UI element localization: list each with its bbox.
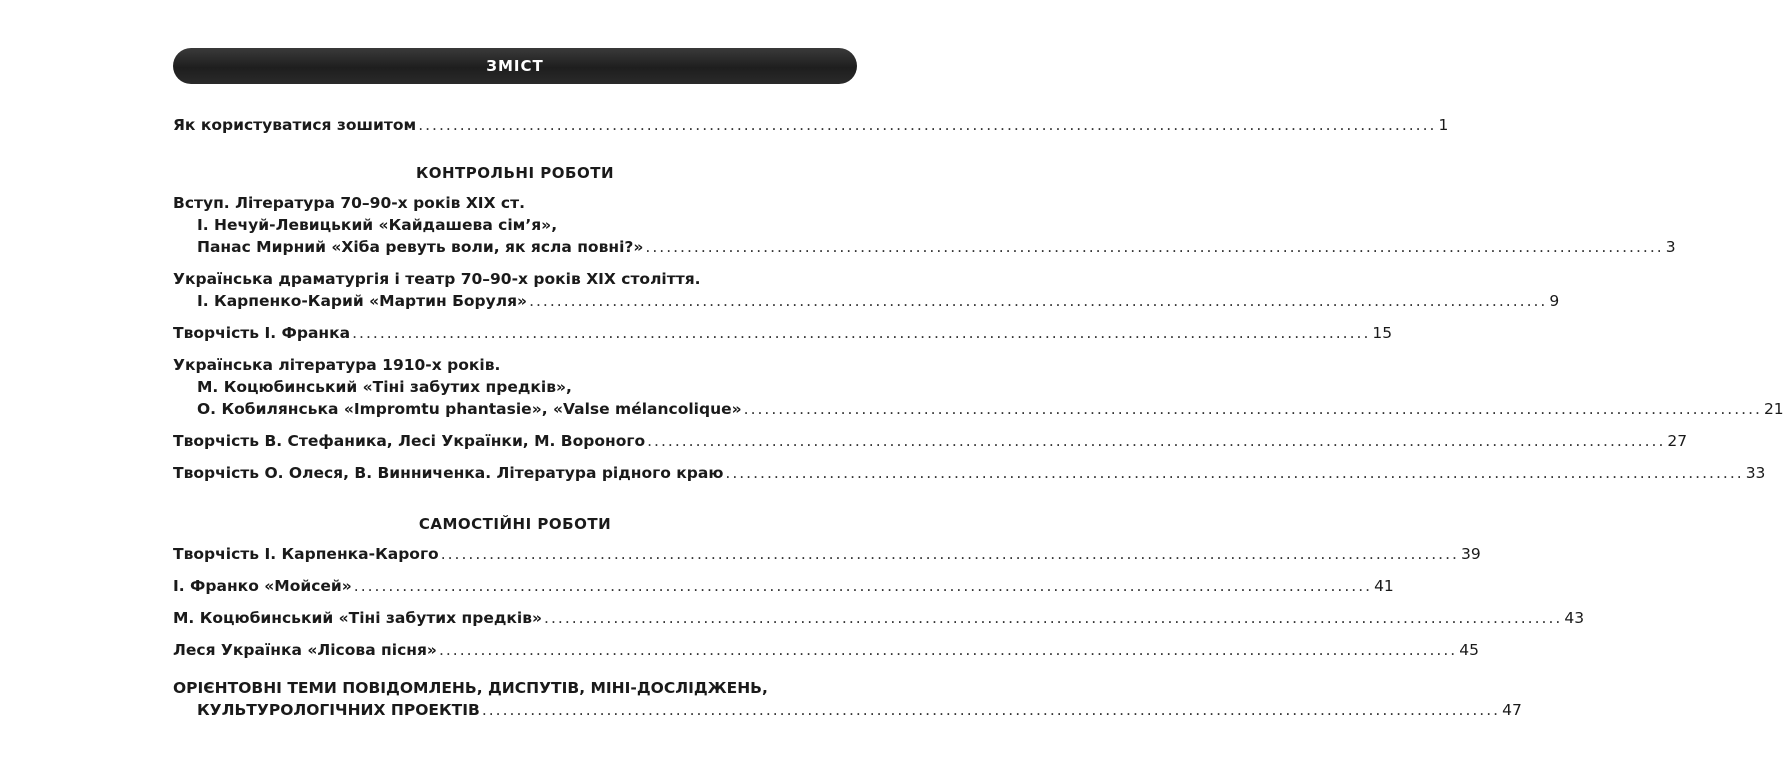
toc-page-number: 33 [1745, 464, 1766, 482]
toc-page-number: 1 [1438, 116, 1449, 134]
toc-entry-title: КУЛЬТУРОЛОГІЧНИХ ПРОЕКТІВ [197, 701, 480, 719]
toc-page-number: 45 [1459, 641, 1479, 659]
dot-leader: ................................................................................................................................................... [544, 609, 1563, 627]
toc-entry-title: Леся Українка «Лісова пісня» [173, 641, 437, 659]
toc-page-number: 47 [1502, 701, 1522, 719]
toc-entry-line: Вступ. Література 70–90-х років XIX ст. [173, 194, 525, 212]
toc-entry[interactable] [173, 543, 1481, 565]
toc-page-number: 21 [1763, 400, 1784, 418]
table-of-contents-page [173, 48, 1784, 721]
toc-entry-title: І. Франко «Мойсей» [173, 577, 352, 595]
toc-page-number: 15 [1372, 324, 1393, 342]
toc-entry-title: Творчість І. Карпенка-Карого [173, 545, 439, 563]
dot-leader: ................................................................................................................................................... [645, 238, 1664, 256]
toc-entry-line: Українська література 1910-х років. [173, 356, 501, 374]
toc-page-number: 27 [1667, 432, 1688, 450]
toc-entry-line: ОРІЄНТОВНІ ТЕМИ ПОВІДОМЛЕНЬ, ДИСПУТІВ, МІНІ-ДОСЛІДЖЕНЬ, [173, 679, 768, 697]
dot-leader: ................................................................................................................................................... [438, 641, 1458, 659]
dot-leader: ................................................................................................................................................... [647, 432, 1666, 450]
toc-entry-line: М. Коцюбинський «Тіні забутих предків», [197, 378, 572, 396]
contents-title: ЗМІСТ [486, 57, 544, 75]
toc-page-number: 43 [1564, 609, 1585, 627]
toc-entry[interactable] [173, 322, 1393, 344]
toc-entry-title: Творчість О. Олеся, В. Винниченка. Література рідного краю [173, 464, 724, 482]
toc-page-number: 3 [1665, 238, 1676, 256]
toc-entry-title: І. Карпенко-Карий «Мартин Боруля» [197, 292, 528, 310]
toc-entry[interactable] [173, 354, 1784, 420]
toc-entry[interactable] [173, 639, 1479, 661]
toc-entry-title: О. Кобилянська «Impromtu phantasie», «Valse mélancolique» [197, 400, 742, 418]
toc-entry[interactable] [173, 607, 1585, 629]
toc-entry[interactable] [173, 575, 1394, 597]
toc-entry-title: Творчість І. Франка [173, 324, 351, 342]
section-heading-independent-works: САМОСТІЙНІ РОБОТИ [418, 515, 612, 533]
toc-entry[interactable] [173, 462, 1766, 484]
toc-page-number: 9 [1549, 292, 1560, 310]
toc-page-number: 39 [1460, 545, 1481, 563]
toc-list [173, 114, 1784, 721]
dot-leader: ................................................................................................................................................... [418, 116, 1437, 134]
contents-banner [173, 48, 857, 84]
toc-entry-title: М. Коцюбинський «Тіні забутих предків» [173, 609, 543, 627]
toc-entry-line: Українська драматургія і театр 70–90-х років XIX століття. [173, 270, 701, 288]
dot-leader: ................................................................................................................................................... [725, 464, 1744, 482]
dot-leader: ................................................................................................................................................... [440, 545, 1459, 563]
toc-entry-title: Творчість В. Стефаника, Лесі Українки, М. Вороного [173, 432, 646, 450]
toc-entry-topics[interactable] [173, 677, 1522, 721]
toc-entry[interactable] [173, 192, 1676, 258]
dot-leader: ................................................................................................................................................... [481, 701, 1501, 719]
toc-entry-title: Як користуватися зошитом [173, 116, 417, 134]
dot-leader: ................................................................................................................................................... [353, 577, 1373, 595]
toc-entry[interactable] [173, 430, 1688, 452]
toc-page-number: 41 [1374, 577, 1394, 595]
toc-entry[interactable] [173, 268, 1560, 312]
toc-entry-intro[interactable] [173, 114, 1449, 136]
toc-entry-title: Панас Мирний «Хіба ревуть воли, як ясла повні?» [197, 238, 644, 256]
section-heading-control-works: КОНТРОЛЬНІ РОБОТИ [415, 164, 614, 182]
dot-leader: ................................................................................................................................................... [743, 400, 1762, 418]
dot-leader: ................................................................................................................................................... [529, 292, 1548, 310]
toc-entry-line: І. Нечуй-Левицький «Кайдашева сім’я», [197, 216, 558, 234]
dot-leader: ................................................................................................................................................... [352, 324, 1371, 342]
